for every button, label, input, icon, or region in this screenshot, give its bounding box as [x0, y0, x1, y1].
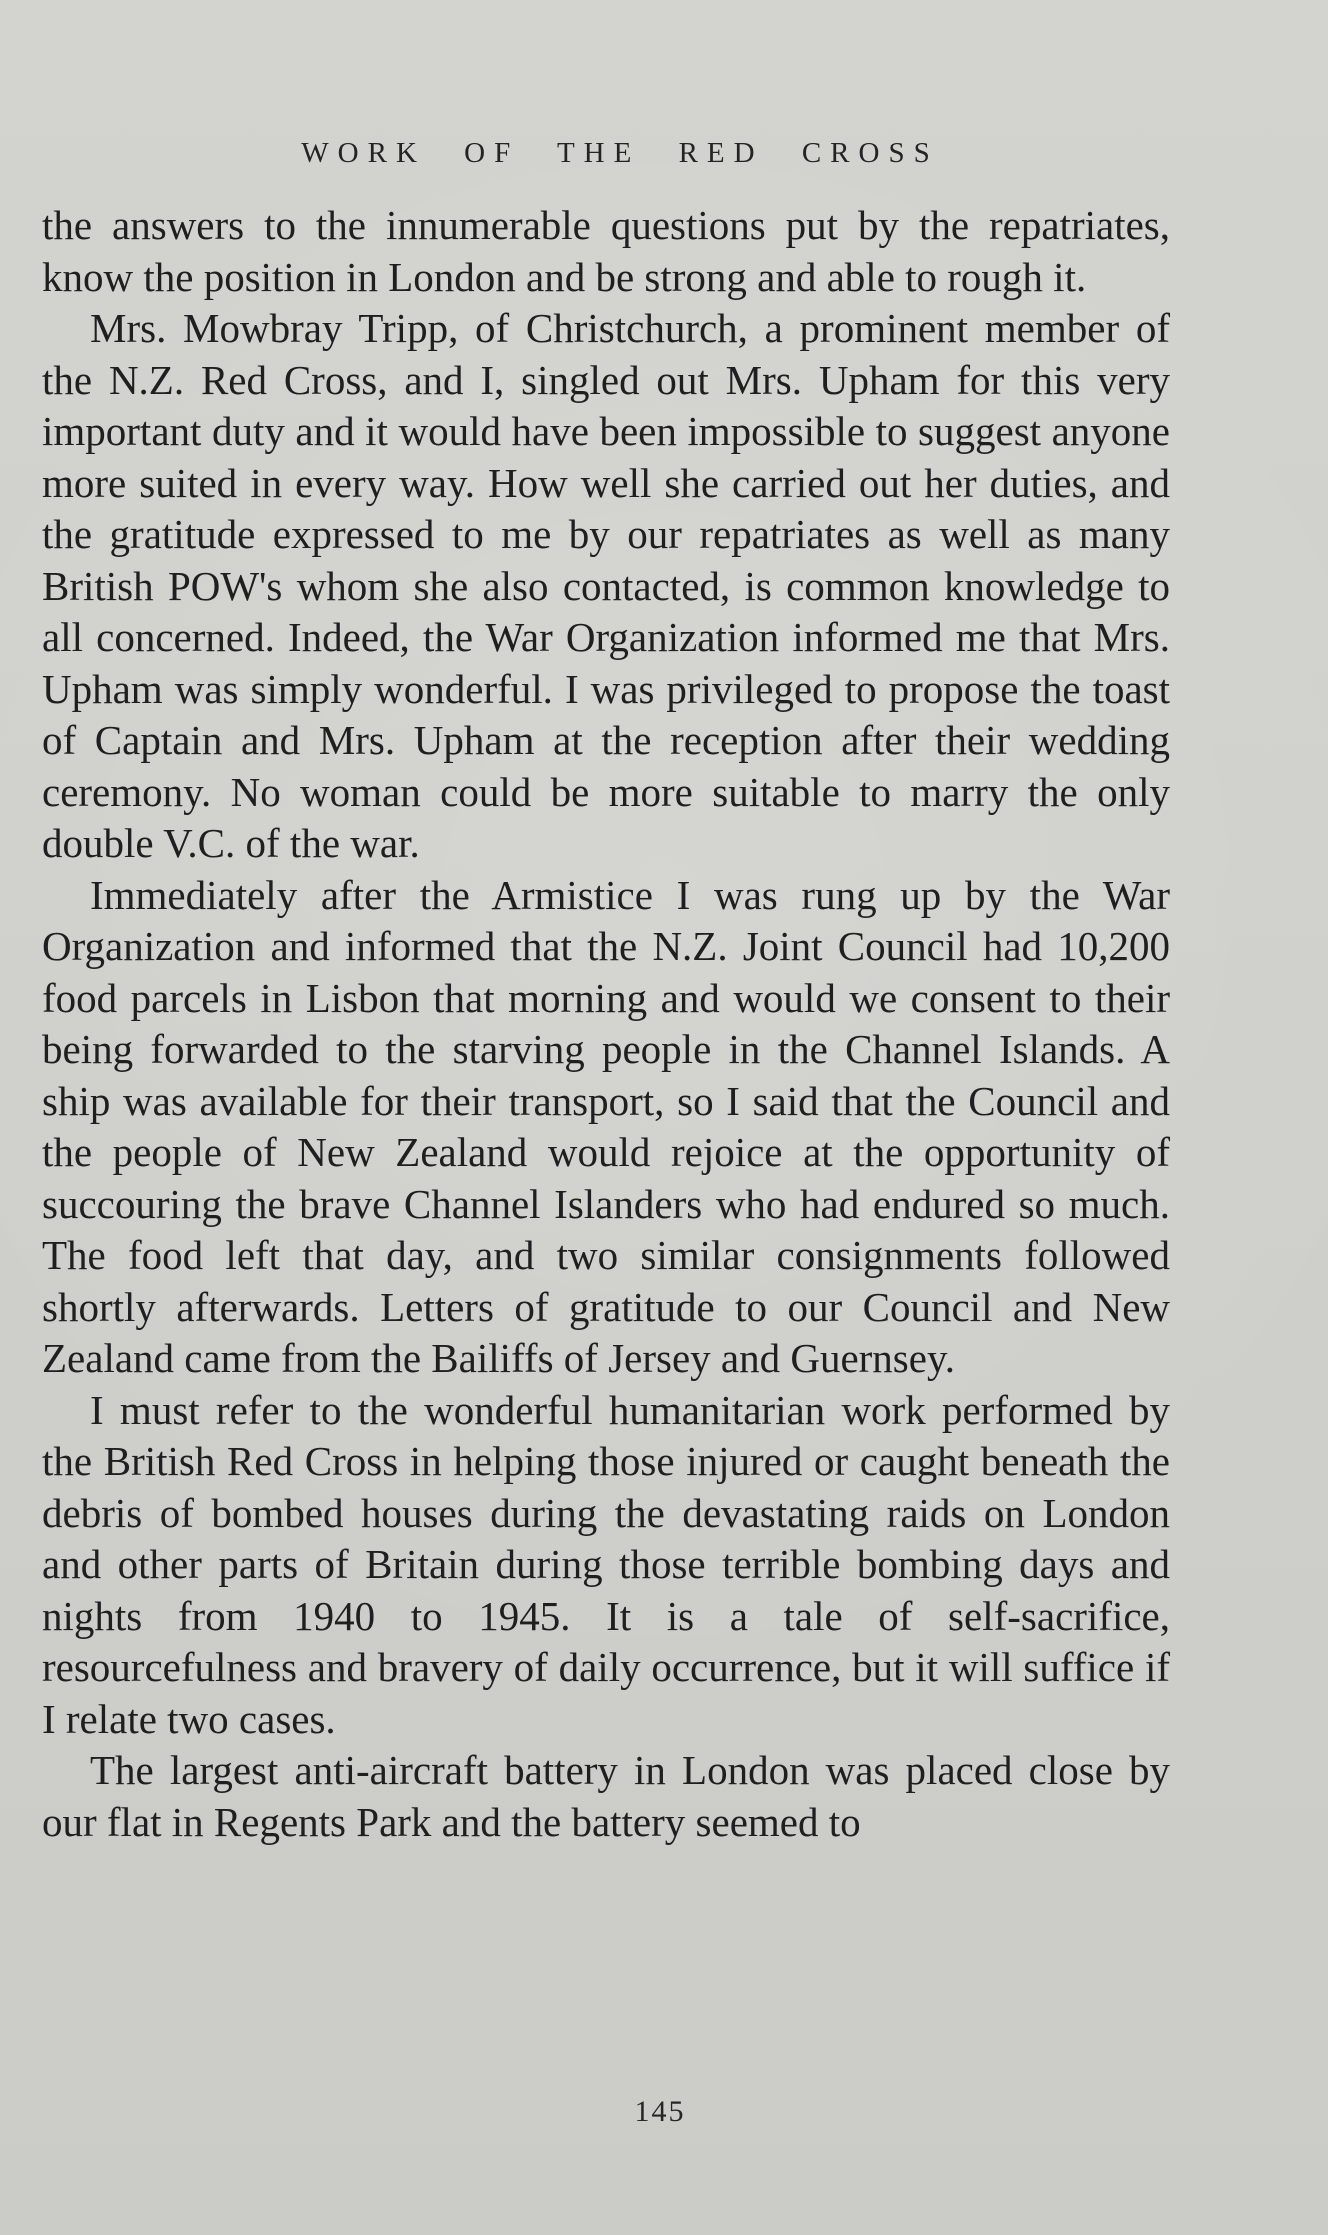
paragraph-1: the answers to the innumerable questions put by the repatriates, know the position in London and be strong and able to rough it.	[42, 202, 1170, 300]
body-text	[42, 200, 1170, 1848]
paragraph-4: I must refer to the wonderful humanitarian work performed by the British Red Cross in helping those injured or caught beneath the debris of bombed houses during the devastating raids on London and other parts of Britain during those terrible bombing days and nights from 1940 to 1945. It is a tale of self-sacrifice, resourcefulness and bravery of daily occurrence, but it will suffice if I relate two cases.	[42, 1386, 1170, 1742]
page-number: 145	[634, 2095, 686, 2128]
paragraph-3: Immediately after the Armistice I was rung up by the War Organization and informed that the N.Z. Joint Council had 10,200 food parcels in Lisbon that morning and would we consent to their being forwarded to the starving people in the Channel Islands. A ship was available for their transport, so I said that the Council and the people of New Zealand would rejoice at the opportunity of succouring the brave Channel Islanders who had endured so much. The food left that day, and two similar consignments followed shortly afterwards. Letters of gratitude to our Council and New Zealand came from the Bailiffs of Jersey and Guernsey.	[42, 871, 1170, 1381]
paragraph-5: The largest anti-aircraft battery in London was placed close by our flat in Regents Park and the battery seemed to	[42, 1747, 1170, 1845]
running-header: WORK OF THE RED CROSS	[301, 137, 939, 169]
paragraph-2: Mrs. Mowbray Tripp, of Christchurch, a prominent member of the N.Z. Red Cross, and I, singled out Mrs. Upham for this very important duty and it would have been impossible to suggest anyone more suited in every way. How well she carried out her duties, and the gratitude expressed to me by our repatriates as well as many British POW's whom she also contacted, is common knowledge to all concerned. Indeed, the War Organization informed me that Mrs. Upham was simply wonderful. I was privileged to propose the toast of Captain and Mrs. Upham at the reception after their wedding ceremony. No woman could be more suitable to marry the only double V.C. of the war.	[42, 305, 1170, 866]
